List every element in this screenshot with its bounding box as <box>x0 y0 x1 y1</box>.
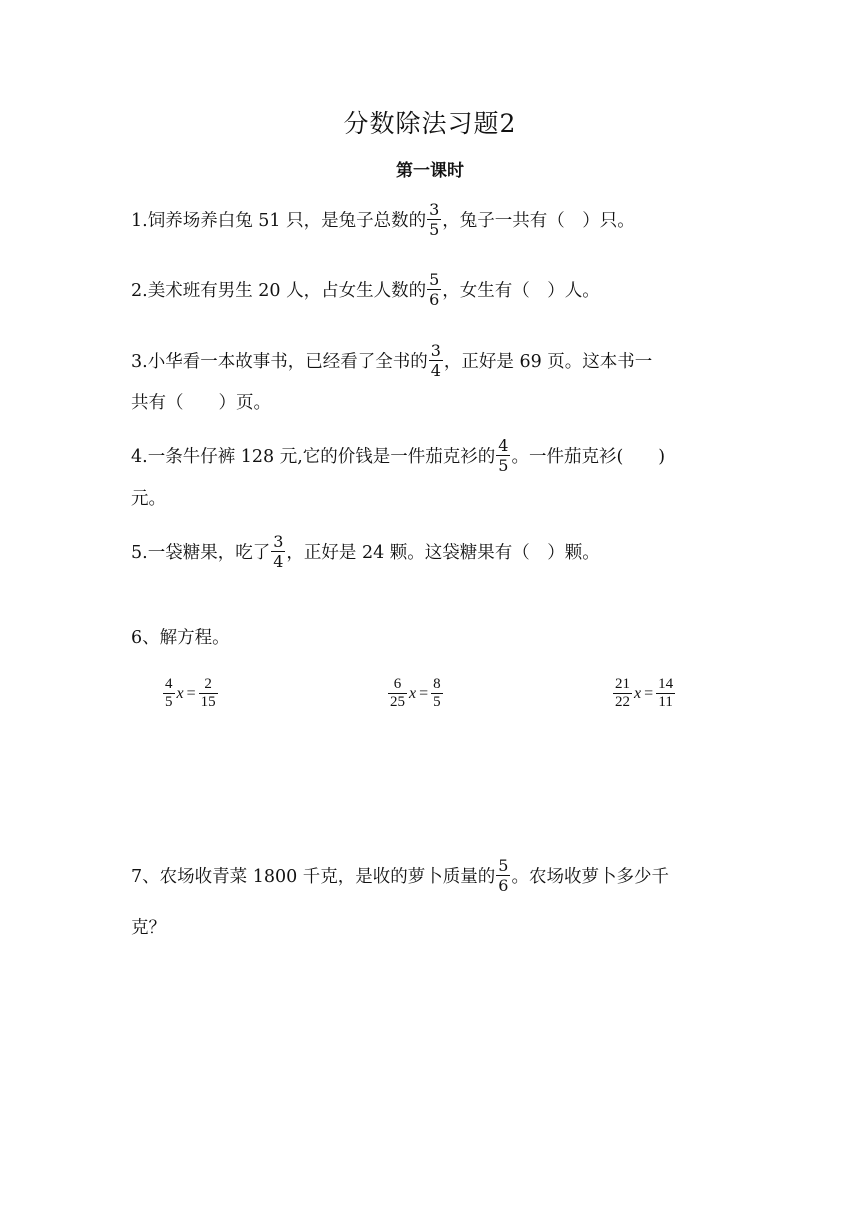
equation-result <box>199 676 218 711</box>
equation-coefficient <box>388 676 407 711</box>
equation-coefficient <box>163 676 175 711</box>
question-4-text-b: 。一件茄克衫( ) <box>511 446 666 467</box>
question-3-text-a: 3.小华看一本故事书，已经看了全书的 <box>131 351 428 372</box>
question-2 <box>131 266 600 312</box>
question-5 <box>131 528 600 574</box>
question-4-fraction <box>496 436 510 475</box>
question-7-fraction <box>496 856 510 895</box>
equation-coefficient <box>613 676 632 711</box>
question-2-fraction <box>427 270 441 309</box>
fraction-numerator: 3 <box>430 340 441 360</box>
fraction-numerator: 3 <box>273 531 284 551</box>
fraction-denominator: 11 <box>658 694 673 710</box>
question-6-label: 6、解方程。 <box>131 627 230 648</box>
question-3-continued: 共有（ ）页。 <box>131 392 271 413</box>
question-2-text-b: ，女生有（ ）人。 <box>442 280 600 301</box>
fraction-denominator: 4 <box>273 551 284 571</box>
question-1-fraction <box>427 200 441 239</box>
equation-3 <box>612 676 676 711</box>
question-4 <box>131 432 665 478</box>
fraction-denominator: 5 <box>429 219 440 239</box>
question-7-text-b: 。农场收萝卜多少千 <box>511 866 669 887</box>
question-3-fraction <box>429 341 443 380</box>
fraction-denominator: 5 <box>433 694 441 710</box>
page-title: 分数除法习题2 <box>343 109 517 138</box>
question-5-fraction <box>271 532 285 571</box>
question-7-text-a: 7、农场收青菜 1800 千克，是收的萝卜质量的 <box>131 866 496 887</box>
fraction-denominator: 5 <box>165 694 173 710</box>
fraction-numerator: 21 <box>615 676 630 692</box>
fraction-numerator: 14 <box>658 676 674 692</box>
question-5-text-b: ，正好是 24 颗。这袋糖果有（ ）颗。 <box>286 542 600 563</box>
equation-result <box>431 676 443 711</box>
equation-variable: x <box>176 684 184 702</box>
fraction-numerator: 5 <box>429 269 440 289</box>
question-7 <box>131 852 669 898</box>
fraction-denominator: 5 <box>498 455 509 475</box>
equals-sign: = <box>644 684 654 702</box>
question-4-text-a: 4.一条牛仔裤 128 元,它的价钱是一件茄克衫的 <box>131 446 496 467</box>
question-5-text-a: 5.一袋糖果，吃了 <box>131 542 271 563</box>
fraction-numerator: 4 <box>165 676 173 692</box>
fraction-denominator: 6 <box>498 875 509 895</box>
question-1-text-a: 1.饲养场养白兔 51 只，是兔子总数的 <box>131 210 427 231</box>
fraction-numerator: 5 <box>498 855 509 875</box>
fraction-numerator: 3 <box>429 199 440 219</box>
equals-sign: = <box>186 684 196 702</box>
fraction-numerator: 2 <box>204 676 212 692</box>
fraction-numerator: 6 <box>393 676 402 692</box>
lesson-subtitle: 第一课时 <box>396 161 464 181</box>
question-3 <box>131 337 652 383</box>
equation-1 <box>162 676 219 711</box>
question-1 <box>131 196 635 242</box>
question-3-text-b: ，正好是 69 页。这本书一 <box>443 351 653 372</box>
question-1-text-b: ，兔子一共有（ ）只。 <box>442 210 635 231</box>
fraction-denominator: 22 <box>615 694 630 710</box>
fraction-numerator: 4 <box>498 435 509 455</box>
fraction-denominator: 15 <box>200 694 216 710</box>
equation-variable: x <box>634 684 642 702</box>
equation-variable: x <box>409 684 417 702</box>
equation-2 <box>387 676 444 711</box>
question-7-continued: 克？ <box>131 917 166 938</box>
question-2-text-a: 2.美术班有男生 20 人，占女生人数的 <box>131 280 427 301</box>
equation-result <box>656 676 675 711</box>
fraction-denominator: 6 <box>429 289 440 309</box>
fraction-denominator: 25 <box>390 694 405 710</box>
fraction-numerator: 8 <box>433 676 441 692</box>
fraction-denominator: 4 <box>430 360 441 380</box>
equals-sign: = <box>419 684 429 702</box>
question-4-continued: 元。 <box>131 488 166 509</box>
